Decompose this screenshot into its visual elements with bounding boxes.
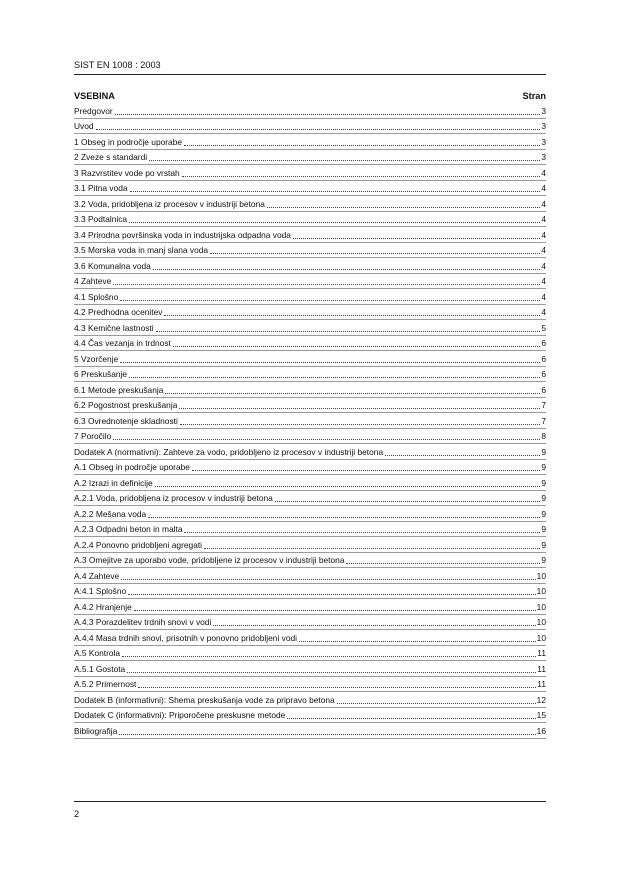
toc-dot-leader bbox=[153, 268, 541, 270]
toc-entry-title: A.5.2 Primernost bbox=[74, 679, 137, 689]
toc-entry[interactable] bbox=[74, 258, 546, 274]
toc-entry[interactable] bbox=[74, 553, 546, 569]
toc-entry[interactable] bbox=[74, 119, 546, 135]
toc-dot-leader bbox=[165, 392, 540, 394]
toc-entry-page: 6 bbox=[541, 384, 546, 395]
toc-entry-title: A.5.1 Gostota bbox=[74, 663, 126, 674]
toc-entry[interactable] bbox=[74, 274, 546, 290]
toc-entry-title: Dodatek A (normativni): Zahteve za vodo, pridobljeno iz procesov v industriji betona bbox=[74, 446, 384, 457]
toc-dot-leader bbox=[119, 733, 535, 735]
toc-entry[interactable] bbox=[74, 243, 546, 259]
toc-page-heading: Stran bbox=[522, 91, 546, 101]
toc-entry-title: 6.2 Pogostnost preskušanja bbox=[74, 400, 178, 410]
toc-entry[interactable] bbox=[74, 708, 546, 724]
toc-entry-title: 6.3 Ovrednotenje skladnosti bbox=[74, 415, 178, 426]
toc-entry-title: 3.4 Prirodna površinska voda in industrijska odpadna voda bbox=[74, 229, 291, 240]
toc-dot-leader bbox=[113, 283, 540, 285]
toc-heading-row bbox=[74, 90, 546, 102]
toc-entry[interactable] bbox=[74, 103, 546, 119]
toc-entry-page: 4 bbox=[541, 307, 546, 317]
toc-entry[interactable] bbox=[74, 398, 546, 414]
toc-dot-leader bbox=[120, 299, 540, 301]
toc-dot-leader bbox=[120, 361, 540, 363]
toc-entry-page: 7 bbox=[541, 400, 546, 410]
toc-entry-title: A.1 Obseg in področje uporabe bbox=[74, 462, 190, 472]
table-of-contents bbox=[74, 103, 546, 739]
toc-entry-page: 9 bbox=[541, 462, 546, 472]
toc-dot-leader bbox=[346, 562, 540, 564]
toc-dot-leader bbox=[210, 252, 540, 254]
toc-entry-title: 3 Razvrstitev vode po vrstah bbox=[74, 167, 180, 178]
toc-entry[interactable] bbox=[74, 196, 546, 212]
toc-entry[interactable] bbox=[74, 584, 546, 600]
toc-dot-leader bbox=[180, 423, 541, 425]
toc-entry-page: 4 bbox=[541, 245, 546, 255]
toc-entry[interactable] bbox=[74, 320, 546, 336]
toc-entry-page: 6 bbox=[541, 369, 546, 379]
toc-entry-page: 5 bbox=[541, 322, 546, 333]
toc-entry[interactable] bbox=[74, 150, 546, 166]
toc-entry[interactable] bbox=[74, 382, 546, 398]
toc-entry-title: 3.1 Pitna voda bbox=[74, 183, 128, 193]
toc-dot-leader bbox=[164, 314, 540, 316]
toc-entry-title: 4.1 Splošno bbox=[74, 291, 119, 302]
toc-entry-page: 9 bbox=[541, 524, 546, 534]
toc-entry[interactable] bbox=[74, 661, 546, 677]
toc-entry-page: 10 bbox=[536, 617, 546, 627]
toc-entry-title: A.5 Kontrola bbox=[74, 648, 121, 658]
toc-dot-leader bbox=[149, 159, 540, 161]
toc-entry-title: Dodatek C (informativni): Priporočene preskusne metode bbox=[74, 710, 286, 720]
toc-entry-page: 9 bbox=[541, 477, 546, 488]
toc-entry-page: 4 bbox=[541, 183, 546, 193]
toc-entry[interactable] bbox=[74, 599, 546, 615]
toc-entry-page: 4 bbox=[541, 291, 546, 302]
toc-entry-title: A.3 Omejitve za uporabo vode, pridobljene iz procesov v industriji betona bbox=[74, 555, 345, 565]
toc-dot-leader bbox=[204, 547, 540, 549]
toc-entry-page: 4 bbox=[541, 276, 546, 286]
toc-entry[interactable] bbox=[74, 336, 546, 352]
toc-entry-title: Predgovor bbox=[74, 105, 113, 116]
toc-entry[interactable] bbox=[74, 568, 546, 584]
toc-dot-leader bbox=[129, 221, 540, 223]
toc-dot-leader bbox=[275, 500, 541, 502]
toc-entry-title: A:4.1 Splošno bbox=[74, 586, 127, 596]
toc-entry-title: 6.1 Metode preskušanja bbox=[74, 384, 164, 395]
toc-entry-title: A.2.3 Odpadni beton in malta bbox=[74, 524, 183, 534]
toc-dot-leader bbox=[148, 516, 540, 518]
toc-dot-leader bbox=[173, 345, 540, 347]
toc-entry[interactable] bbox=[74, 475, 546, 491]
toc-entry-title: 4.3 Kemične lastnosti bbox=[74, 322, 154, 333]
toc-entry-title: 5 Vzorčenje bbox=[74, 353, 119, 364]
toc-entry-title: 3.2 Voda, pridobljena iz procesov v industriji betona bbox=[74, 198, 265, 209]
toc-entry-page: 10 bbox=[536, 586, 546, 596]
toc-dot-leader bbox=[121, 578, 536, 580]
toc-entry-page: 15 bbox=[536, 710, 546, 720]
page-number: 2 bbox=[74, 809, 80, 819]
toc-entry-title: 4 Zahteve bbox=[74, 276, 112, 286]
toc-entry-title: A.2 Izrazi in definicije bbox=[74, 477, 153, 488]
toc-dot-leader bbox=[293, 237, 540, 239]
toc-dot-leader bbox=[337, 702, 536, 704]
toc-entry-page: 4 bbox=[541, 214, 546, 224]
toc-entry[interactable] bbox=[74, 444, 546, 460]
toc-entry[interactable] bbox=[74, 429, 546, 445]
toc-entry-page: 3 bbox=[541, 136, 546, 147]
toc-entry-page: 4 bbox=[541, 198, 546, 209]
toc-dot-leader bbox=[267, 206, 540, 208]
toc-entry[interactable] bbox=[74, 413, 546, 429]
toc-entry-title: 3.5 Morska voda in manj slana voda bbox=[74, 245, 209, 255]
toc-entry-title: 3.3 Podtalnica bbox=[74, 214, 128, 224]
toc-entry[interactable] bbox=[74, 646, 546, 662]
toc-heading: VSEBINA bbox=[74, 91, 115, 101]
toc-dot-leader bbox=[182, 175, 541, 177]
toc-dot-leader bbox=[122, 655, 536, 657]
toc-entry-title: A.2.1 Voda, pridobljena iz procesov v industriji betona bbox=[74, 493, 273, 503]
toc-dot-leader bbox=[129, 376, 540, 378]
toc-entry[interactable] bbox=[74, 367, 546, 383]
toc-entry[interactable] bbox=[74, 491, 546, 507]
toc-entry[interactable] bbox=[74, 537, 546, 553]
toc-entry[interactable] bbox=[74, 460, 546, 476]
toc-entry[interactable] bbox=[74, 305, 546, 321]
toc-dot-leader bbox=[130, 190, 541, 192]
toc-entry-page: 6 bbox=[541, 353, 546, 364]
toc-dot-leader bbox=[192, 469, 540, 471]
toc-entry-title: A.4.4 Masa trdnih snovi, prisotnih v ponovno pridobljeni vodi bbox=[74, 632, 297, 643]
toc-entry-page: 16 bbox=[536, 725, 546, 736]
toc-dot-leader bbox=[128, 593, 536, 595]
toc-entry-title: 3.6 Komunalna voda bbox=[74, 260, 151, 271]
toc-dot-leader bbox=[115, 113, 541, 115]
toc-entry[interactable] bbox=[74, 134, 546, 150]
toc-entry-title: 2 Zveze s standardi bbox=[74, 152, 148, 162]
toc-dot-leader bbox=[156, 330, 541, 332]
toc-entry[interactable] bbox=[74, 615, 546, 631]
toc-entry[interactable] bbox=[74, 677, 546, 693]
toc-entry-title: A.4.2 Hranjenje bbox=[74, 601, 132, 612]
toc-entry-title: Dodatek B (informativni): Shema preskušanja vode za pripravo betona bbox=[74, 694, 335, 705]
toc-entry-title: A.4 Zahteve bbox=[74, 570, 120, 581]
toc-entry-title: A.4.3 Porazdelitev trdnih snovi v vodi bbox=[74, 617, 212, 627]
toc-dot-leader bbox=[113, 438, 540, 440]
toc-entry-title: 7 Poročilo bbox=[74, 431, 112, 441]
toc-entry-title: Uvod bbox=[74, 121, 94, 131]
toc-entry-title: 1 Obseg in področje uporabe bbox=[74, 136, 183, 147]
toc-entry-title: A.2.4 Ponovno pridobljeni agregati bbox=[74, 539, 203, 550]
toc-entry-page: 4 bbox=[541, 260, 546, 271]
toc-dot-leader bbox=[96, 128, 541, 130]
toc-entry-page: 8 bbox=[541, 431, 546, 441]
toc-dot-leader bbox=[385, 454, 540, 456]
toc-entry-page: 4 bbox=[541, 229, 546, 240]
toc-entry-page: 9 bbox=[541, 446, 546, 457]
toc-entry-title: 4.4 Čas vezanja in trdnost bbox=[74, 338, 171, 348]
footer-rule bbox=[74, 801, 546, 802]
toc-entry-page: 3 bbox=[541, 152, 546, 162]
toc-entry-page: 3 bbox=[541, 105, 546, 116]
header-rule bbox=[74, 74, 546, 75]
toc-entry[interactable] bbox=[74, 289, 546, 305]
toc-entry-page: 11 bbox=[537, 648, 546, 658]
toc-dot-leader bbox=[134, 609, 536, 611]
toc-entry[interactable] bbox=[74, 212, 546, 228]
toc-entry-page: 3 bbox=[541, 121, 546, 131]
toc-entry-page: 6 bbox=[541, 338, 546, 348]
toc-dot-leader bbox=[213, 624, 535, 626]
toc-entry-page: 9 bbox=[541, 508, 546, 519]
toc-entry-page: 11 bbox=[537, 663, 546, 674]
toc-entry-title: Bibliografija bbox=[74, 725, 118, 736]
toc-dot-leader bbox=[299, 640, 536, 642]
toc-dot-leader bbox=[287, 717, 535, 719]
toc-entry-page: 12 bbox=[536, 694, 546, 705]
toc-entry[interactable] bbox=[74, 165, 546, 181]
toc-dot-leader bbox=[155, 485, 541, 487]
toc-entry-page: 10 bbox=[536, 601, 546, 612]
toc-entry-page: 7 bbox=[541, 415, 546, 426]
toc-dot-leader bbox=[179, 407, 540, 409]
toc-entry-page: 9 bbox=[541, 555, 546, 565]
toc-entry[interactable] bbox=[74, 630, 546, 646]
toc-dot-leader bbox=[127, 671, 536, 673]
toc-entry[interactable] bbox=[74, 506, 546, 522]
toc-dot-leader bbox=[138, 686, 536, 688]
toc-entry-title: A.2.2 Mešana voda bbox=[74, 508, 147, 519]
toc-entry[interactable] bbox=[74, 181, 546, 197]
toc-entry[interactable] bbox=[74, 227, 546, 243]
toc-entry[interactable] bbox=[74, 723, 546, 739]
toc-dot-leader bbox=[184, 531, 540, 533]
document-id: SIST EN 1008 : 2003 bbox=[74, 60, 161, 70]
toc-entry-page: 4 bbox=[541, 167, 546, 178]
toc-entry-page: 10 bbox=[536, 632, 546, 643]
toc-entry-page: 11 bbox=[537, 679, 546, 689]
toc-entry-page: 9 bbox=[541, 539, 546, 550]
toc-entry[interactable] bbox=[74, 351, 546, 367]
toc-entry-title: 4.2 Predhodna ocenitev bbox=[74, 307, 163, 317]
toc-entry-page: 9 bbox=[541, 493, 546, 503]
toc-entry[interactable] bbox=[74, 692, 546, 708]
toc-entry[interactable] bbox=[74, 522, 546, 538]
toc-entry-title: 6 Preskušanje bbox=[74, 369, 128, 379]
toc-entry-page: 10 bbox=[536, 570, 546, 581]
toc-dot-leader bbox=[184, 144, 540, 146]
